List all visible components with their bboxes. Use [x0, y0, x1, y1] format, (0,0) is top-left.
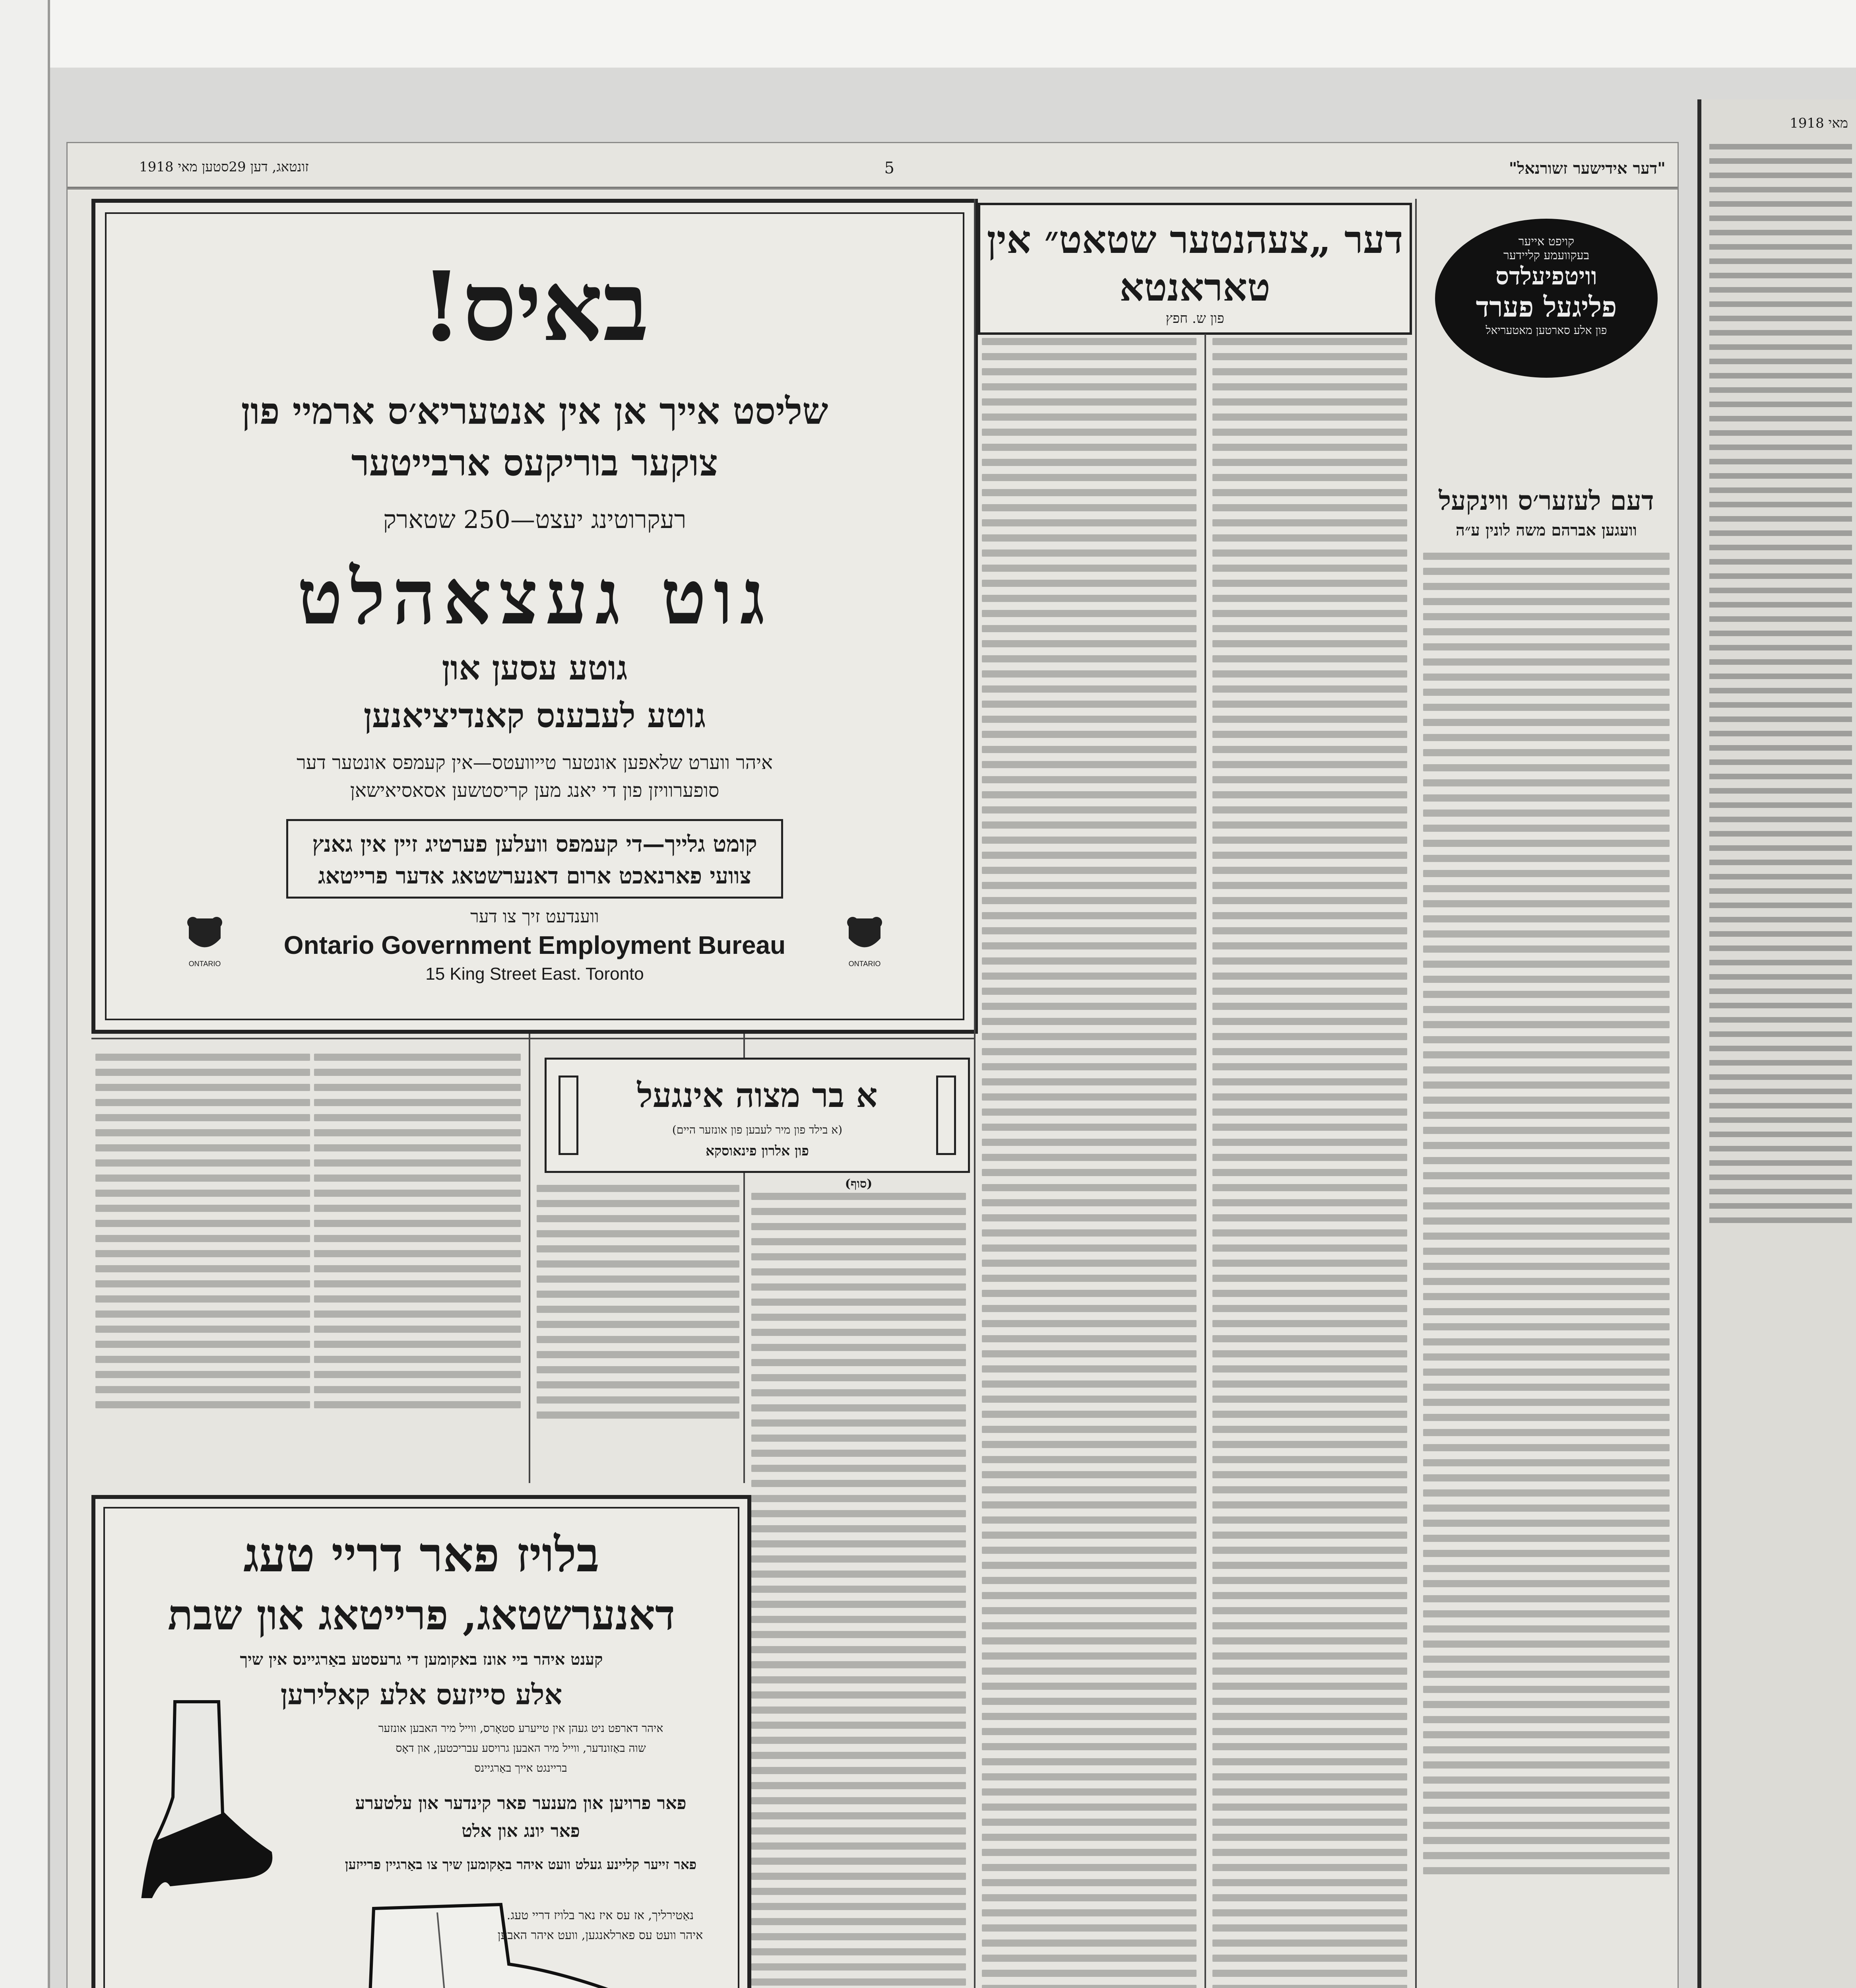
ad-shoe-store — [91, 1495, 751, 1988]
obituary-body — [1423, 553, 1670, 1988]
page-number: 5 — [884, 159, 894, 177]
article-toronto-heading — [978, 203, 1412, 335]
ad-boys-line5: גוטע עסען און — [442, 648, 628, 687]
ad-boys-line1: שליסט אייך אן אין אנטעריא׳ס ארמיי פון — [241, 390, 828, 433]
story-col-right — [751, 1193, 966, 1988]
story-end-mark: (סוף) — [845, 1177, 873, 1191]
ad-boys-address: 15 King Street East. Toronto — [425, 964, 644, 984]
oval-ad-line2: בעקוועמע קליידער — [1503, 248, 1590, 262]
scan-top-margin — [0, 0, 1856, 68]
article-toronto-title-2: טאראנטא — [1119, 265, 1270, 310]
shoe-ad-line2: דאנערשטאג, פרייטאג און שבת — [167, 1590, 675, 1639]
masthead-title: "דער אידישער זשורנאל" — [1509, 159, 1666, 178]
oval-ad-line5: פון אלע סארטען מאטעריאל — [1486, 324, 1607, 337]
shoe-ad-line6: שוה באַזונדער, ווייל מיר האבען גרויסע עבריכטען, און דאָס — [396, 1741, 646, 1755]
womens-boot-icon — [127, 1698, 278, 1905]
story-subtitle: (א בילד פון מיר לעבען פון אונזער היים) — [672, 1123, 843, 1136]
story-title: א בר מצוה אינגעל — [637, 1076, 878, 1115]
story-byline: פון אלרון פינאוסקא — [706, 1143, 809, 1159]
article-toronto-col-1 — [1212, 338, 1407, 1988]
ad-boys-line4: גוט געצאהלט — [297, 553, 772, 641]
ad-boys-line11: ווענדעט זיך צו דער — [470, 907, 599, 927]
column-rule — [529, 1034, 530, 1483]
shoe-ad-line9: פאר יונג און אלט — [462, 1821, 580, 1841]
shoe-ad-line5: איהר דארפט ניט געהן אין טייערע סטאָרס, ווייל מיר האבען אונזער — [378, 1722, 663, 1735]
shoe-ad-line1: בלויז פאר דריי טעג — [243, 1527, 599, 1583]
oval-ad — [1435, 219, 1658, 378]
adjacent-page-edge — [1697, 99, 1856, 1988]
article-toronto-title-1: דער „צעהנטער שטאט״ אין — [987, 217, 1403, 262]
ontario-seal-right: ONTARIO — [839, 911, 890, 968]
column-rule — [1415, 199, 1417, 1988]
scan-left-margin — [0, 0, 50, 1988]
newspaper-page — [68, 143, 1678, 1988]
ad-boys-title: באיס! — [420, 250, 649, 363]
ad-boys-line3: רעקרוטינג יעצט—250 שטארק — [383, 505, 687, 534]
shoe-ad-line8: פאר פרויען און מענער פאר קינדער און עלטערע — [355, 1793, 687, 1813]
masthead-date: זונטאג, דען 29סטען מאי 1918 — [139, 159, 309, 175]
shoe-ad-line7: בריינגט אייך באַרגיינס — [474, 1761, 567, 1774]
story-col-middle — [537, 1185, 739, 1483]
shoe-ad-line12: איהר וועט עס פארלאנגען, וועט איהר האבען — [497, 1928, 703, 1942]
ad-boys-line2: צוקער בוריקעס ארבייטער — [351, 441, 718, 484]
ad-boys-line10: צוועי פארנאכט ארום דאנערשטאג אדער פרייטאג — [318, 863, 751, 889]
obituary-subtitle: וועגען אברהם משה לונין ע״ה — [1456, 521, 1637, 540]
ad-boys-line9: קומט גלייך—די קעמפס וועלען פערטיג זיין אין גאנץ — [312, 831, 757, 857]
ad-boys — [91, 199, 978, 1034]
oval-ad-line4: פליגעל פערד — [1476, 290, 1617, 323]
oval-ad-line3: וויטפיעלדס — [1495, 262, 1598, 290]
shoe-ad-line4: אלע סייזעס אלע קאלירען — [280, 1678, 562, 1711]
shoe-ad-line11: נאַטירליך, אז עס איז נאר בלויז דריי טעג. — [506, 1908, 694, 1922]
adjacent-page-date: מאי 1918 — [1790, 115, 1848, 131]
article-toronto-col-2 — [982, 338, 1197, 1988]
ontario-seal-left: ONTARIO — [179, 911, 231, 968]
section-rule — [91, 1038, 974, 1039]
column-rule — [974, 199, 976, 1988]
story-heading — [545, 1058, 970, 1173]
story-col-far-left — [95, 1054, 310, 1483]
shoe-ad-line3: קענט איהר ביי אונז באקומען די גרעסטע באַרגיינס אין שיך — [240, 1650, 603, 1669]
obituary-title: דעם לעזער׳ס ווינקעל — [1439, 485, 1654, 516]
story-col-left — [314, 1054, 521, 1483]
column-rule — [1204, 334, 1206, 1988]
ad-boys-line6: גוטע לעבענס קאנדיציאנען — [363, 696, 706, 735]
crest-icon — [841, 911, 888, 958]
shoe-ad-line10: פאר זייער קליינע געלט וועט איהר באַקומען שיך צו באַרגיין פרייזען — [345, 1857, 697, 1873]
article-toronto-byline: פון ש. חפץ — [1166, 311, 1224, 326]
crest-icon — [181, 911, 229, 958]
ad-boys-line8: סופערוויזן פון די יאנג מען קריסטשען אסאסיאישאן — [350, 779, 720, 802]
ad-boys-line7: איהר ווערט שלאפען אונטער טייוועטס—אין קעמפס אונטער דער — [297, 751, 773, 774]
ad-boys-agency: Ontario Government Employment Bureau — [283, 931, 786, 959]
masthead — [68, 143, 1678, 189]
oval-ad-line1: קויפט אייער — [1518, 235, 1575, 248]
ad-boys-notice-box — [286, 819, 783, 899]
